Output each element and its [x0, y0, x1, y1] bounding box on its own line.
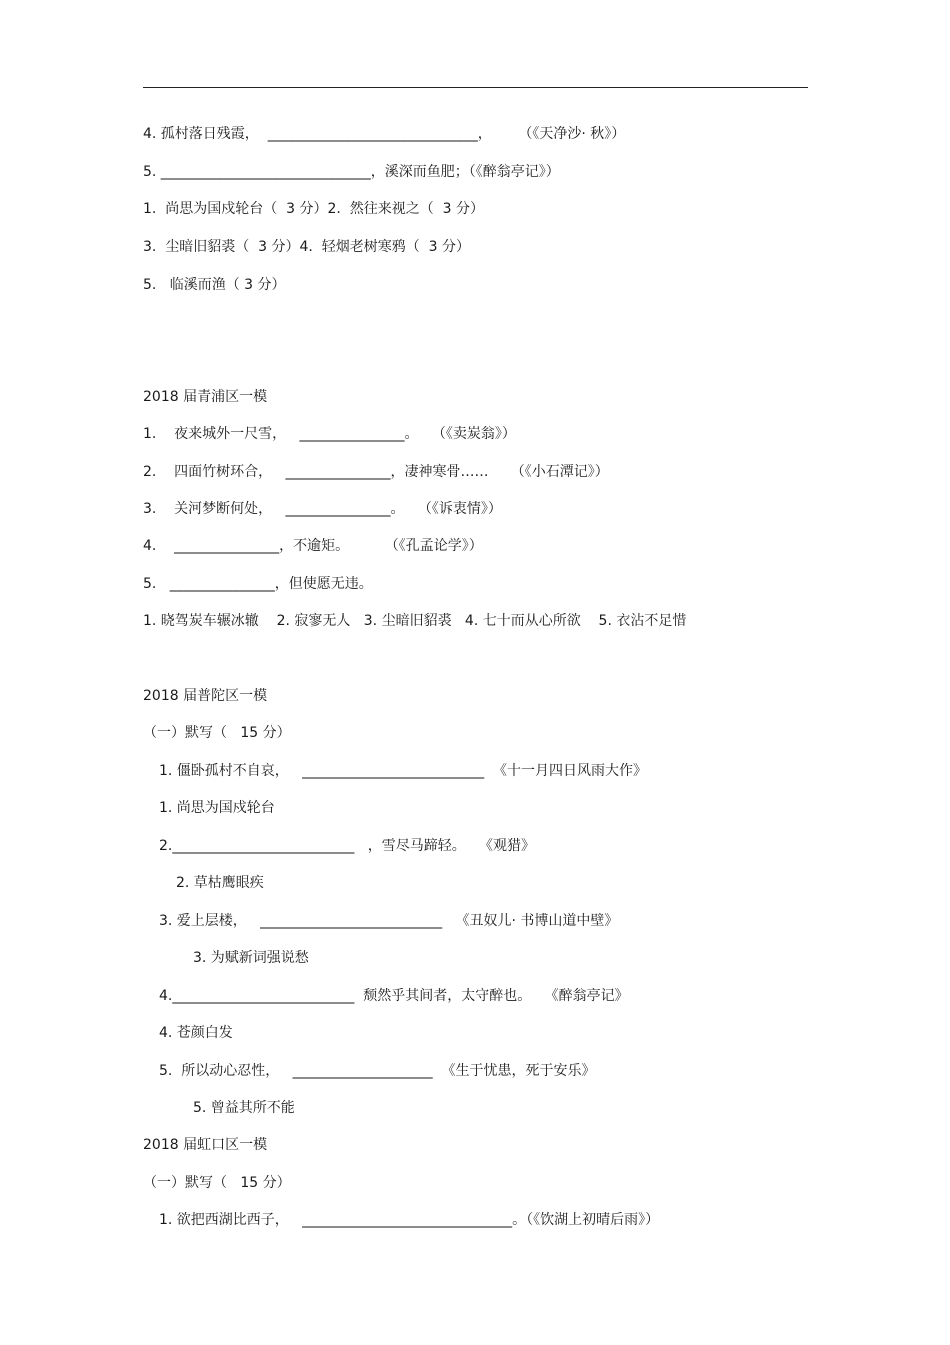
text-line: 3. 尘暗旧貂裘（ 3 分）4. 轻烟老树寒鸦（ 3 分） [143, 239, 471, 255]
text-line: 3. 关河梦断何处， _______________。 （《诉衷情》） [143, 501, 502, 517]
text-line: （一）默写（ 15 分） [143, 725, 291, 741]
text-line: 5. _______________，但使愿无违。 [143, 576, 373, 592]
text-line: 5. 所以动心忍性， ____________________ 《生于忧患，死于安乐》 [159, 1063, 596, 1079]
text-line: 4. 孤村落日残霞， ______________________________， （《天净沙· 秋》） [143, 126, 626, 142]
text-line: 5. 临溪而渔（ 3 分） [143, 277, 286, 293]
text-line: 4.__________________________ 颓然乎其间者，太守醉也。 《醉翁亭记》 [159, 988, 629, 1004]
text-line: 4. _______________，不逾矩。 （《孔孟论学》） [143, 538, 483, 554]
text-line: 2. 四面竹树环合， _______________，凄神寒骨…… （《小石潭记》） [143, 464, 609, 480]
text-line: 1. 尚思为国戍轮台（ 3 分）2. 然往来视之（ 3 分） [143, 201, 485, 217]
answer-line: 5. 曾益其所不能 [193, 1100, 295, 1116]
header-rule [143, 87, 808, 88]
text-line: 1. 僵卧孤村不自哀， __________________________ 《十一月四日风雨大作》 [159, 763, 648, 779]
text-line: 5. ______________________________，溪深而鱼肥；（《醉翁亭记》） [143, 164, 560, 180]
answer-line: 3. 为赋新词强说愁 [193, 950, 309, 966]
text-line: 1. 夜来城外一尺雪， _______________。 （《卖炭翁》） [143, 426, 516, 442]
text-line: 2.__________________________ ，雪尽马蹄轻。 《观猎》 [159, 838, 536, 854]
section-heading: 2018 届普陀区一模 [143, 688, 268, 704]
answer-line: 4. 苍颜白发 [159, 1025, 233, 1041]
text-line: 3. 爱上层楼， __________________________ 《丑奴儿· 书博山道中壁》 [159, 913, 619, 929]
text-line: （一）默写（ 15 分） [143, 1175, 291, 1191]
answer-line: 2. 草枯鹰眼疾 [176, 875, 264, 891]
text-line: 1. 欲把西湖比西子， ______________________________。（《饮湖上初晴后雨》） [159, 1212, 660, 1228]
answer-line: 1. 尚思为国戍轮台 [159, 800, 275, 816]
section-heading: 2018 届虹口区一模 [143, 1137, 268, 1153]
section-heading: 2018 届青浦区一模 [143, 389, 268, 405]
answer-line: 1. 晓驾炭车辗冰辙 2. 寂寥无人 3. 尘暗旧貂裘 4. 七十而从心所欲 5. 衣沾不足惜 [143, 613, 687, 629]
